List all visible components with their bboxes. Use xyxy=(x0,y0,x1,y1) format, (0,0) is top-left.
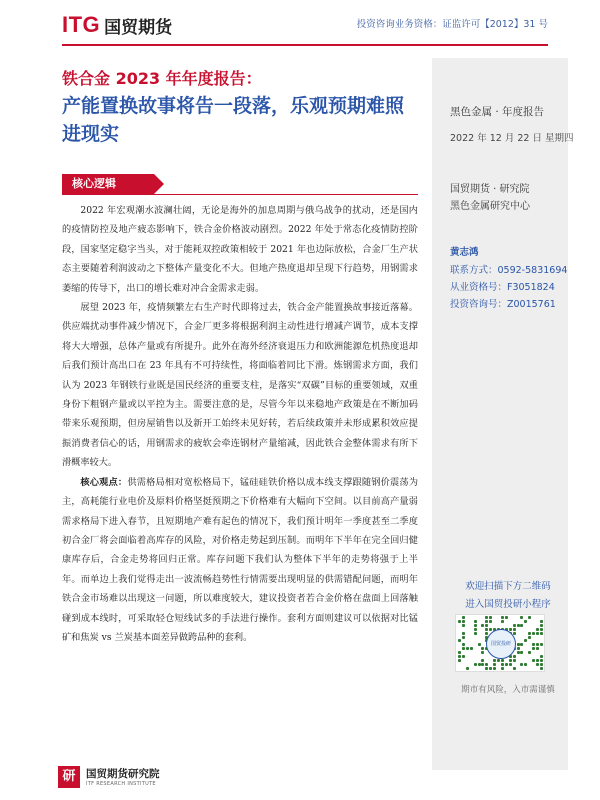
qr-module xyxy=(485,620,488,623)
section-divider xyxy=(62,194,418,195)
qr-module xyxy=(462,620,465,623)
qr-module xyxy=(501,667,504,670)
qr-module xyxy=(501,663,504,666)
footer-institute-name-en: ITF RESEARCH INSTITUTE xyxy=(86,781,156,787)
qr-module xyxy=(532,659,535,662)
qr-module xyxy=(489,628,492,631)
qr-module xyxy=(540,667,543,670)
qr-module xyxy=(528,651,531,654)
qr-code[interactable] xyxy=(455,614,545,672)
section-heading: 核心逻辑 xyxy=(62,174,154,194)
qr-module xyxy=(466,667,469,670)
qr-module xyxy=(520,616,523,619)
paragraph: 展望 2023 年，疫情频繁左右生产时代即将过去，铁合金产能置换故事接近落幕。供应端扰动事件减少情况下，合金厂更多将根据利润主动性进行增减产调节，成本支撑将大大增强，总体产量或有所提升。此外在海外经济衰退压力和欧洲能源危机热度退却后我们预计高出口在 23 年具有不可持续性，将面临着同比下滑。炼钢需求方面，我们认为 2023 年钢铁行业既是国民经济的重要支柱，是落实“双碳”目标的重要领域，双重身份下粗钢产量或以平控为主。需要注意的是，尽管今年以来稳地产政策是在不断加码带来乐观预期，但房屋销售以及新开工始终未见好转，若后续政策并未形成累积效应提振消费者信心的话，用钢需求的疲软会牵连钢材产量缩减，因此铁合金整体需求有所下滑概率较大。 xyxy=(62,302,418,469)
qr-module xyxy=(478,643,481,646)
qr-module xyxy=(540,663,543,666)
qr-module xyxy=(513,624,516,627)
footer-institute-name: 国贸期货研究院 xyxy=(86,768,160,780)
qr-module xyxy=(497,659,500,662)
qr-module xyxy=(485,624,488,627)
qr-module xyxy=(466,647,469,650)
qr-module xyxy=(540,632,543,635)
header-bar xyxy=(0,0,600,44)
qr-module xyxy=(462,616,465,619)
qr-module xyxy=(481,647,484,650)
qr-module xyxy=(485,628,488,631)
qr-module xyxy=(485,667,488,670)
qr-module xyxy=(505,616,508,619)
qr-module xyxy=(470,647,473,650)
qr-module xyxy=(540,628,543,631)
qr-module xyxy=(493,667,496,670)
qr-module xyxy=(513,659,516,662)
qr-module xyxy=(509,663,512,666)
org-name: 国贸期货 · 研究院 xyxy=(450,184,530,195)
qr-module xyxy=(485,616,488,619)
qr-module xyxy=(536,659,539,662)
qr-module xyxy=(517,643,520,646)
qr-module xyxy=(489,667,492,670)
qr-module xyxy=(478,663,481,666)
header-divider xyxy=(62,44,548,46)
body-text xyxy=(62,201,418,647)
qr-module xyxy=(540,620,543,623)
qr-module xyxy=(517,647,520,650)
qr-module xyxy=(528,616,531,619)
analyst-qualification: 从业资格号：F3051824 xyxy=(450,282,555,293)
qr-module xyxy=(517,651,520,654)
qr-module xyxy=(458,655,461,658)
qr-module xyxy=(462,643,465,646)
qr-module xyxy=(485,632,488,635)
paragraph: 2022 年宏观潮水波澜壮阔，无论是海外的加息周期与俄乌战争的扰动，还是国内的疫情防控及地产疲态影响下，铁合金价格波动剧烈。2022 年处于常态化疫情防控阶段，国家坚定稳字当头，对于能耗双控政策相较于 2021 年也边际放松，合金厂生产状态主要随着利润波动之下整体产量变化不大。但地产热度退却呈现下行趋势，用钢需求萎缩的传导下，出口的增长难对冲合金需求走弱。 xyxy=(62,205,418,294)
qr-module xyxy=(509,628,512,631)
qr-module xyxy=(481,663,484,666)
core-view-label: 核心观点： xyxy=(80,476,128,488)
qr-module xyxy=(532,632,535,635)
analyst-phone: 联系方式：0592-5831694 xyxy=(450,265,568,276)
license-text: 投资咨询业务资格：证监许可【2012】31 号 xyxy=(356,19,548,30)
qr-module xyxy=(493,663,496,666)
company-logo[interactable] xyxy=(62,12,172,38)
qr-module xyxy=(481,624,484,627)
qr-module xyxy=(458,659,461,662)
qr-module xyxy=(481,651,484,654)
qr-module xyxy=(462,624,465,627)
qr-module xyxy=(528,636,531,639)
qr-module xyxy=(474,632,477,635)
qr-module xyxy=(532,643,535,646)
qr-module xyxy=(489,616,492,619)
org-department: 黑色金属研究中心 xyxy=(450,201,530,212)
qr-module xyxy=(536,628,539,631)
analyst-name: 黄志鸿 xyxy=(450,247,479,258)
scan-prompt-line2: 进入国贸投研小程序 xyxy=(465,599,551,610)
qr-module xyxy=(517,624,520,627)
qr-module xyxy=(540,655,543,658)
qr-module xyxy=(540,624,543,627)
qr-module xyxy=(462,655,465,658)
qr-center-label: 国贸投研 xyxy=(486,629,516,659)
qr-module xyxy=(520,643,523,646)
qr-module xyxy=(501,659,504,662)
qr-module xyxy=(474,628,477,631)
qr-module xyxy=(536,632,539,635)
logo-cn-text: 国贸期货 xyxy=(104,17,173,38)
qr-module xyxy=(505,663,508,666)
qr-module xyxy=(528,632,531,635)
qr-module xyxy=(520,663,523,666)
qr-module xyxy=(462,647,465,650)
qr-module xyxy=(524,639,527,642)
report-subtitle: 产能置换故事将告一段落，乐观预期难照进现实 xyxy=(62,95,405,145)
qr-module xyxy=(536,663,539,666)
report-title: 铁合金 2023 年年度报告： xyxy=(62,69,262,88)
qr-module xyxy=(458,620,461,623)
risk-warning: 期市有风险，入市需谨慎 xyxy=(461,685,555,695)
qr-module xyxy=(485,663,488,666)
qr-module xyxy=(520,624,523,627)
qr-module xyxy=(481,659,484,662)
qr-module xyxy=(540,643,543,646)
logo-itg-text: ITG xyxy=(62,12,101,37)
report-type: 黑色金属 · 年度报告 xyxy=(450,106,545,118)
qr-module xyxy=(462,632,465,635)
core-view-text: 供需格局相对宽松格局下，锰硅硅铁价格以成本线支撑跟随钢价震荡为主，高耗能行业电价及原料价格坚挺预期之下价格难有大幅向下空间。以目前高产量弱需求格局下进入春节，且短期地产难有起色的情况下，我们预计明年一季度甚至二季度初合金厂将会面临着高库存的风险，对价格走势起到压制。而明年下半年在完全回归健康库存后，合金走势将回归正常。库存问题下我们认为整体下半年的走势将强于上半年。而单边上我们觉得走出一波流畅趋势性行情需要出现明显的供需错配问题，而明年铁合金市场难以出现这一问题，所以难度较大，建议投资者若合金价格在盘面上回落触碰到成本线时，可采取轻仓短线试多的手法进行操作。套利方面则建议可以依据对比锰矿和焦炭 vs 兰炭基本面差异做跨品种的套利。 xyxy=(62,476,419,643)
qr-module xyxy=(520,651,523,654)
qr-module xyxy=(524,663,527,666)
qr-module xyxy=(462,636,465,639)
qr-module xyxy=(501,616,504,619)
qr-module xyxy=(524,620,527,623)
qr-module xyxy=(474,663,477,666)
qr-module xyxy=(489,620,492,623)
qr-module xyxy=(513,667,516,670)
qr-module xyxy=(513,628,516,631)
analyst-advisory-id: 投资咨询号：Z0015761 xyxy=(450,299,556,310)
scan-prompt-line1: 欢迎扫描下方二维码 xyxy=(465,581,551,592)
qr-module xyxy=(501,620,504,623)
report-date: 2022 年 12 月 22 日 星期四 xyxy=(450,133,574,144)
qr-module xyxy=(513,655,516,658)
qr-module xyxy=(509,659,512,662)
qr-module xyxy=(532,647,535,650)
footer-logo-icon: 研 xyxy=(58,766,80,788)
qr-module xyxy=(458,651,461,654)
qr-module xyxy=(540,659,543,662)
qr-module xyxy=(536,647,539,650)
qr-module xyxy=(536,643,539,646)
qr-module xyxy=(493,659,496,662)
paragraph xyxy=(62,473,418,648)
qr-module xyxy=(474,620,477,623)
qr-module xyxy=(458,639,461,642)
qr-module xyxy=(474,624,477,627)
